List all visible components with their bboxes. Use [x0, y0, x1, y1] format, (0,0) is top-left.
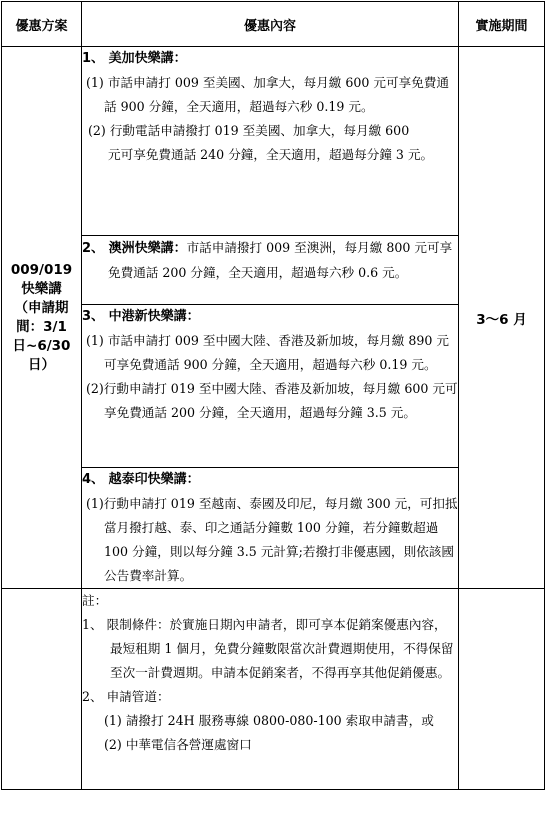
section4-cell [82, 468, 459, 589]
notes-left-cell [2, 589, 82, 790]
plan-name-line1: 009/019 [10, 261, 73, 278]
header-plan: 優惠方案 [2, 2, 82, 47]
section4-item1: (1)行動申請打 019 至越南、泰國及印尼，每月繳 300 元，可扣抵當月撥打越、泰、印之通話分鐘數 100 分鐘，若分鐘數超過 100 分鐘，則以每分鐘 3.5 元計算;若撥打非優惠國，則依該國公告費率計算。 [86, 496, 458, 583]
section3-item1: (1) 市話申請打 009 至中國大陸、香港及新加坡，每月繳 890 元可享免費通話 900 分鐘，全天適用，超過每六秒 0.19 元。 [86, 333, 449, 372]
notes-item2-2: (2) 中華電信各營運處窗口 [104, 737, 252, 752]
period-value: 3～6 月 [476, 311, 527, 328]
section2-title: 2、 澳洲快樂講： [82, 241, 187, 256]
plan-name-line2: 快樂講 [21, 280, 62, 297]
section3-title: 3、 中港新快樂講： [82, 309, 200, 324]
plan-name-line3: （申請期 [14, 299, 69, 316]
notes-item2: 2、 申請管道： [82, 689, 170, 704]
section3-cell [82, 305, 459, 468]
header-row [2, 2, 545, 47]
plan-name-line5: 日~6/30 [12, 337, 71, 354]
section1-row [2, 47, 545, 236]
notes-item1: 1、 限制條件：於實施日期內申請者，即可享本促銷案優惠內容，最短租期 1 個月，免費分鐘數限當次計費週期使用，不得保留至次一計費週期。申請本促銷案者，不得再享其他促銷優惠。 [82, 617, 454, 680]
plan-name-line4: 間：3/1 [16, 318, 67, 335]
header-content: 優惠內容 [82, 2, 459, 47]
section1-item2a: (2) 行動電話申請撥打 019 至美國、加拿大，每月繳 600 [88, 123, 410, 138]
notes-label: 註： [82, 593, 108, 608]
section1-cell [82, 47, 459, 236]
notes-row [2, 589, 545, 790]
section1-item1: (1) 市話申請打 009 至美國、加拿大，每月繳 600 元可享免費通話 900 分鐘，全天適用，超過每六秒 0.19 元。 [86, 75, 449, 114]
period-cell [459, 47, 545, 589]
section2-body: 市話申請撥打 009 至澳洲，每月繳 800 元可享免費通話 200 分鐘，全天適用，超過每六秒 0.6 元。 [108, 240, 453, 280]
notes-item2-1: (1) 請撥打 24H 服務專線 0800-080-100 索取申請書，或 [104, 713, 434, 728]
section2-cell [82, 236, 459, 305]
plan-name-cell [2, 47, 82, 589]
section1-item2b: 元可享免費通話 240 分鐘，全天適用，超過每分鐘 3 元。 [108, 147, 434, 162]
plan-name-line6: 日） [28, 356, 55, 373]
section4-title: 4、 越泰印快樂講： [82, 472, 200, 487]
section1-title: 1、 美加快樂講： [82, 51, 187, 66]
notes-right-cell [459, 589, 545, 790]
section3-item2: (2)行動申請打 019 至中國大陸、香港及新加坡，每月繳 600 元可享免費通話 200 分鐘，全天適用，超過每分鐘 3.5 元。 [86, 381, 458, 420]
section2-text [82, 236, 458, 285]
promotion-table [1, 1, 545, 790]
notes-cell [82, 589, 459, 790]
header-period: 實施期間 [459, 2, 545, 47]
